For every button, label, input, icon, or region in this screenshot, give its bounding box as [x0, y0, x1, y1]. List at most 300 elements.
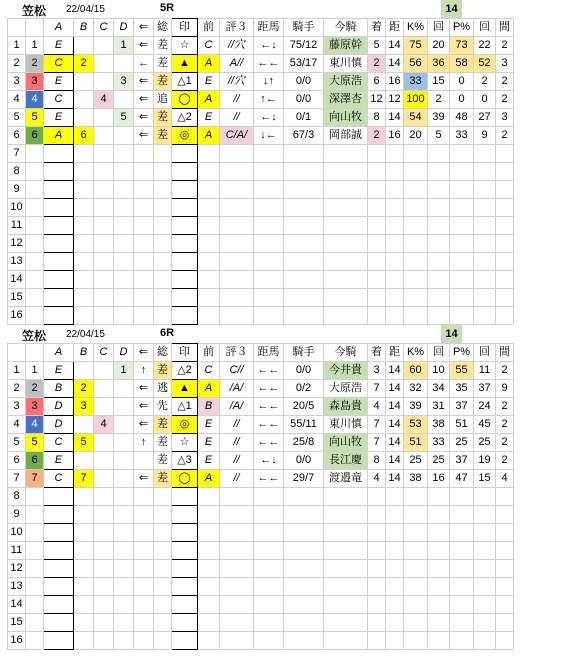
cell-gate	[26, 235, 44, 253]
cell-C	[94, 181, 114, 199]
cell-gap	[496, 488, 514, 506]
empty-row	[8, 181, 514, 199]
cell-mark	[172, 307, 198, 325]
cell-p	[450, 542, 474, 560]
cell-r2	[474, 199, 496, 217]
cell-k	[404, 145, 428, 163]
cell-r2: 11	[474, 362, 496, 380]
cell-gate	[26, 578, 44, 596]
cell-arrow	[134, 452, 154, 470]
cell-jockey	[284, 235, 324, 253]
cell-dist	[254, 488, 284, 506]
cell-now	[324, 181, 368, 199]
cell-p	[450, 163, 474, 181]
cell-now	[324, 632, 368, 650]
cell-r1	[428, 217, 450, 235]
cell-C	[94, 55, 114, 73]
cell-now	[324, 596, 368, 614]
cell-r2: 37	[474, 380, 496, 398]
cell-mark: ▲	[172, 55, 198, 73]
cell-gate: 6	[26, 452, 44, 470]
cell-gap: 9	[496, 380, 514, 398]
cell-B	[74, 253, 94, 271]
cell-d: 16	[386, 127, 404, 145]
cell-r1	[428, 271, 450, 289]
cell-C	[94, 73, 114, 91]
table-row	[8, 127, 514, 145]
cell-r2	[474, 596, 496, 614]
cell-r1	[428, 578, 450, 596]
cell-jockey: 0/0	[284, 452, 324, 470]
cell-B	[74, 181, 94, 199]
cell-jockey	[284, 163, 324, 181]
cell-no: 11	[8, 542, 26, 560]
cell-d: 14	[386, 380, 404, 398]
cell-gate: 3	[26, 73, 44, 91]
cell-B	[74, 542, 94, 560]
cell-now	[324, 578, 368, 596]
cell-gap	[496, 145, 514, 163]
cell-B	[74, 217, 94, 235]
cell-total	[154, 596, 172, 614]
column-header: A	[44, 19, 74, 37]
cell-rank	[368, 289, 386, 307]
column-header: D	[114, 19, 134, 37]
cell-r1: 2	[428, 91, 450, 109]
cell-p	[450, 181, 474, 199]
cell-gap	[496, 632, 514, 650]
cell-gap	[496, 578, 514, 596]
cell-B	[74, 199, 94, 217]
cell-d: 14	[386, 470, 404, 488]
cell-d: 14	[386, 452, 404, 470]
cell-gate: 2	[26, 55, 44, 73]
cell-eval	[220, 524, 254, 542]
cell-D	[114, 380, 134, 398]
cell-r1	[428, 506, 450, 524]
cell-eval: //	[220, 434, 254, 452]
cell-D	[114, 217, 134, 235]
cell-A	[44, 596, 74, 614]
cell-d	[386, 524, 404, 542]
cell-D	[114, 452, 134, 470]
table-row	[8, 416, 514, 434]
cell-rank	[368, 163, 386, 181]
table-row	[8, 452, 514, 470]
cell-arrow: ⇐	[134, 37, 154, 55]
cell-rank	[368, 181, 386, 199]
cell-k: 60	[404, 362, 428, 380]
cell-B	[74, 506, 94, 524]
cell-gap	[496, 253, 514, 271]
cell-D	[114, 470, 134, 488]
cell-eval	[220, 632, 254, 650]
cell-rank	[368, 542, 386, 560]
cell-no: 10	[8, 199, 26, 217]
cell-A: C	[44, 55, 74, 73]
cell-total: 差	[154, 109, 172, 127]
column-header: A	[44, 344, 74, 362]
cell-gate: 3	[26, 398, 44, 416]
cell-dist	[254, 524, 284, 542]
column-header: 評３	[220, 19, 254, 37]
cell-k: 53	[404, 416, 428, 434]
cell-B	[74, 109, 94, 127]
cell-total: 差	[154, 73, 172, 91]
cell-no: 12	[8, 235, 26, 253]
cell-A: A	[44, 127, 74, 145]
cell-d: 14	[386, 362, 404, 380]
table-row	[8, 362, 514, 380]
cell-jockey: 0/2	[284, 380, 324, 398]
cell-d	[386, 307, 404, 325]
cell-jockey: 67/3	[284, 127, 324, 145]
cell-arrow: ⇐	[134, 91, 154, 109]
cell-r1	[428, 163, 450, 181]
cell-total	[154, 253, 172, 271]
table-row	[8, 73, 514, 91]
cell-gate	[26, 163, 44, 181]
cell-k	[404, 488, 428, 506]
cell-r1	[428, 632, 450, 650]
cell-prev: E	[198, 73, 220, 91]
cell-jockey	[284, 217, 324, 235]
cell-k: 56	[404, 55, 428, 73]
cell-B	[74, 416, 94, 434]
cell-p	[450, 253, 474, 271]
cell-arrow	[134, 235, 154, 253]
cell-dist: ↓←	[254, 127, 284, 145]
cell-k	[404, 253, 428, 271]
empty-row	[8, 488, 514, 506]
empty-row	[8, 235, 514, 253]
cell-r2	[474, 560, 496, 578]
cell-mark	[172, 217, 198, 235]
cell-d	[386, 253, 404, 271]
cell-gate: 7	[26, 470, 44, 488]
cell-no: 15	[8, 289, 26, 307]
cell-total	[154, 506, 172, 524]
cell-gate: 5	[26, 434, 44, 452]
cell-C	[94, 271, 114, 289]
sheet-header	[0, 0, 582, 18]
cell-prev	[198, 614, 220, 632]
column-header: 今騎	[324, 19, 368, 37]
cell-dist	[254, 307, 284, 325]
cell-r2: 15	[474, 470, 496, 488]
cell-jockey: 0/0	[284, 91, 324, 109]
cell-k	[404, 560, 428, 578]
cell-dist	[254, 506, 284, 524]
cell-D: 1	[114, 37, 134, 55]
cell-prev	[198, 163, 220, 181]
cell-eval: /A/	[220, 380, 254, 398]
cell-d	[386, 578, 404, 596]
cell-jockey	[284, 289, 324, 307]
cell-no: 2	[8, 55, 26, 73]
cell-gap	[496, 596, 514, 614]
cell-rank	[368, 199, 386, 217]
cell-prev: A	[198, 470, 220, 488]
cell-B: 5	[74, 434, 94, 452]
cell-B	[74, 235, 94, 253]
column-header: 着	[368, 344, 386, 362]
cell-no: 7	[8, 145, 26, 163]
cell-r1	[428, 235, 450, 253]
cell-k: 51	[404, 434, 428, 452]
cell-mark: △1	[172, 73, 198, 91]
cell-jockey	[284, 488, 324, 506]
cell-D: 5	[114, 109, 134, 127]
cell-A	[44, 578, 74, 596]
column-header: 騎手	[284, 19, 324, 37]
date-label: 22/04/15	[66, 329, 105, 340]
cell-total: 差	[154, 434, 172, 452]
cell-dist	[254, 578, 284, 596]
cell-p	[450, 199, 474, 217]
cell-d: 16	[386, 73, 404, 91]
empty-row	[8, 542, 514, 560]
cell-D	[114, 596, 134, 614]
cell-B	[74, 452, 94, 470]
cell-r1: 20	[428, 37, 450, 55]
cell-k	[404, 199, 428, 217]
cell-dist	[254, 271, 284, 289]
cell-C	[94, 470, 114, 488]
cell-rank: 2	[368, 55, 386, 73]
cell-total	[154, 289, 172, 307]
race-label: 5R	[160, 2, 175, 14]
cell-eval: //	[220, 452, 254, 470]
cell-dist: ←↓	[254, 452, 284, 470]
cell-eval	[220, 560, 254, 578]
cell-total	[154, 217, 172, 235]
cell-A	[44, 632, 74, 650]
cell-r1	[428, 199, 450, 217]
cell-r1: 10	[428, 362, 450, 380]
sheet-header	[0, 325, 582, 343]
cell-prev: C	[198, 37, 220, 55]
cell-gap: 2	[496, 416, 514, 434]
column-header: D	[114, 344, 134, 362]
cell-gap	[496, 560, 514, 578]
empty-row	[8, 524, 514, 542]
cell-rank	[368, 614, 386, 632]
cell-arrow	[134, 145, 154, 163]
cell-prev	[198, 560, 220, 578]
cell-eval	[220, 217, 254, 235]
cell-rank	[368, 524, 386, 542]
cell-jockey: 0/0	[284, 73, 324, 91]
cell-r1: 34	[428, 380, 450, 398]
cell-D	[114, 55, 134, 73]
cell-gap	[496, 199, 514, 217]
cell-r2	[474, 524, 496, 542]
column-header: B	[74, 19, 94, 37]
cell-C	[94, 163, 114, 181]
cell-p	[450, 632, 474, 650]
column-header: 回	[428, 344, 450, 362]
cell-prev	[198, 506, 220, 524]
table-row	[8, 55, 514, 73]
column-header: 前	[198, 19, 220, 37]
cell-rank: 3	[368, 362, 386, 380]
column-header: 騎手	[284, 344, 324, 362]
cell-prev	[198, 307, 220, 325]
cell-prev: A	[198, 91, 220, 109]
cell-r2	[474, 488, 496, 506]
cell-eval: //	[220, 470, 254, 488]
cell-p	[450, 596, 474, 614]
cell-eval: A//	[220, 55, 254, 73]
cell-D	[114, 91, 134, 109]
cell-mark	[172, 506, 198, 524]
cell-no: 1	[8, 362, 26, 380]
column-header: ⇐	[134, 19, 154, 37]
cell-now: 森島貴	[324, 398, 368, 416]
cell-jockey	[284, 271, 324, 289]
empty-row	[8, 253, 514, 271]
cell-now	[324, 235, 368, 253]
venue-label: 笠松	[22, 329, 47, 343]
cell-gate	[26, 307, 44, 325]
cell-dist	[254, 181, 284, 199]
cell-B: 7	[74, 470, 94, 488]
cell-dist: ←←	[254, 55, 284, 73]
cell-prev	[198, 199, 220, 217]
cell-A	[44, 524, 74, 542]
cell-C	[94, 307, 114, 325]
column-header: 間	[496, 344, 514, 362]
cell-dist	[254, 235, 284, 253]
cell-arrow	[134, 632, 154, 650]
cell-rank	[368, 632, 386, 650]
column-header: 今騎	[324, 344, 368, 362]
cell-p	[450, 289, 474, 307]
cell-mark	[172, 542, 198, 560]
cell-C	[94, 199, 114, 217]
cell-mark: ◯	[172, 91, 198, 109]
cell-now: 長江慶	[324, 452, 368, 470]
cell-C	[94, 524, 114, 542]
cell-arrow: ⇐	[134, 416, 154, 434]
cell-D	[114, 181, 134, 199]
empty-row	[8, 217, 514, 235]
cell-rank	[368, 307, 386, 325]
cell-jockey: 0/0	[284, 362, 324, 380]
cell-prev	[198, 235, 220, 253]
cell-C: 4	[94, 91, 114, 109]
cell-r2	[474, 578, 496, 596]
cell-eval	[220, 488, 254, 506]
cell-total	[154, 235, 172, 253]
cell-jockey	[284, 542, 324, 560]
cell-mark	[172, 235, 198, 253]
cell-arrow	[134, 524, 154, 542]
cell-total	[154, 614, 172, 632]
column-header: 回	[428, 19, 450, 37]
cell-p: 0	[450, 73, 474, 91]
cell-r2: 52	[474, 55, 496, 73]
cell-total	[154, 163, 172, 181]
cell-mark	[172, 289, 198, 307]
cell-mark: ◎	[172, 127, 198, 145]
cell-rank	[368, 235, 386, 253]
cell-prev	[198, 596, 220, 614]
cell-prev: E	[198, 416, 220, 434]
cell-mark: ☆	[172, 37, 198, 55]
cell-p	[450, 271, 474, 289]
cell-arrow: ⇐	[134, 380, 154, 398]
cell-mark	[172, 560, 198, 578]
cell-mark	[172, 253, 198, 271]
cell-gap: 2	[496, 434, 514, 452]
column-header: 距	[386, 19, 404, 37]
cell-rank: 7	[368, 416, 386, 434]
cell-d: 14	[386, 109, 404, 127]
cell-total	[154, 199, 172, 217]
cell-gate: 4	[26, 91, 44, 109]
cell-r1: 36	[428, 55, 450, 73]
cell-rank: 5	[368, 37, 386, 55]
cell-p: 51	[450, 416, 474, 434]
cell-p	[450, 614, 474, 632]
cell-eval	[220, 145, 254, 163]
cell-dist	[254, 632, 284, 650]
table-row	[8, 434, 514, 452]
cell-C	[94, 109, 114, 127]
cell-prev	[198, 253, 220, 271]
cell-B: 2	[74, 380, 94, 398]
race-label: 6R	[160, 327, 175, 339]
date-label: 22/04/15	[66, 4, 105, 15]
cell-D	[114, 271, 134, 289]
cell-p: 58	[450, 55, 474, 73]
column-header: 総	[154, 344, 172, 362]
cell-d	[386, 145, 404, 163]
cell-p	[450, 217, 474, 235]
cell-dist: ←←	[254, 380, 284, 398]
cell-arrow: ⇐	[134, 398, 154, 416]
cell-p: 73	[450, 37, 474, 55]
cell-r1	[428, 145, 450, 163]
cell-jockey: 29/7	[284, 470, 324, 488]
cell-A: E	[44, 109, 74, 127]
table-row	[8, 37, 514, 55]
cell-rank: 7	[368, 380, 386, 398]
empty-row	[8, 163, 514, 181]
cell-B: 6	[74, 127, 94, 145]
cell-p: 37	[450, 398, 474, 416]
cell-total	[154, 181, 172, 199]
cell-mark: △3	[172, 452, 198, 470]
cell-gate	[26, 289, 44, 307]
cell-B	[74, 560, 94, 578]
cell-r1	[428, 253, 450, 271]
cell-d: 12	[386, 91, 404, 109]
column-header: 総	[154, 19, 172, 37]
cell-jockey: 53/17	[284, 55, 324, 73]
cell-d	[386, 235, 404, 253]
cell-jockey	[284, 632, 324, 650]
cell-D: 1	[114, 362, 134, 380]
cell-A: C	[44, 434, 74, 452]
cell-eval	[220, 506, 254, 524]
cell-k	[404, 271, 428, 289]
table-row	[8, 398, 514, 416]
cell-gate: 5	[26, 109, 44, 127]
cell-k	[404, 289, 428, 307]
